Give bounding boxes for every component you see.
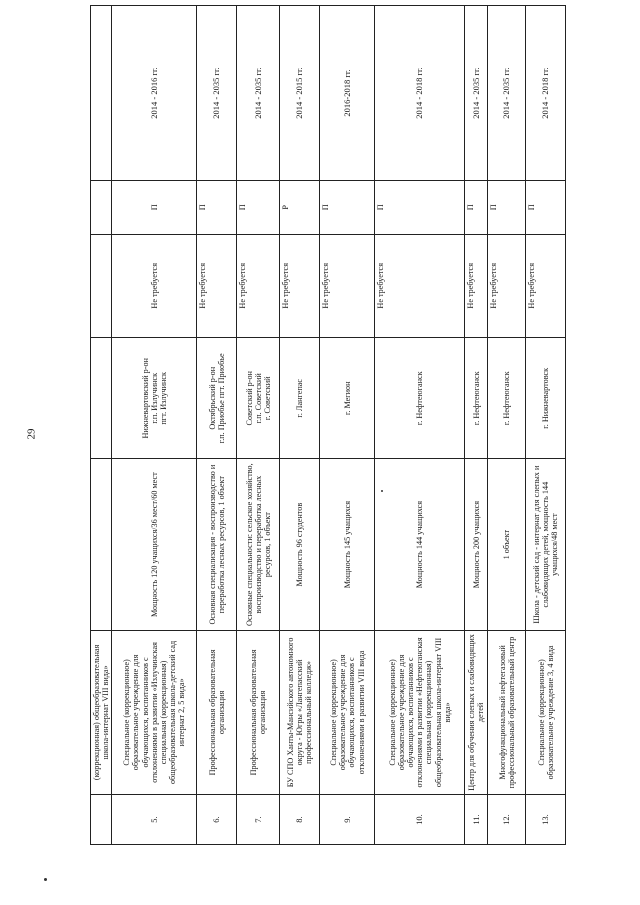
row-number-cell: 9. [320,795,375,845]
location-line: г.п. Приобье пгт. Приобье [216,353,226,444]
location-cell [375,338,465,459]
location-line: г. Нефтеюганск [471,371,481,426]
type-cell: П [197,181,237,235]
row-number-cell: 6. [197,795,237,845]
location-line: г. Лангепас [295,378,305,418]
object-name-cell: Профессиональная образовательная организация [197,630,237,794]
location-cell [526,338,566,459]
type-cell [91,181,112,235]
zones-cell: Не требуется [526,234,566,338]
location-line: г. Нижневартовск [541,367,551,429]
type-cell: П [488,181,526,235]
capacity-cell: 1 объект [488,459,526,630]
table-row [375,6,465,845]
capacity-cell: Мощность 96 студентов [280,459,320,630]
table-row [112,6,197,845]
period-cell: 2014 - 2035 гг. [237,6,280,181]
location-line: г.п. Излучинск [149,372,159,424]
table-row [280,6,320,845]
zones-cell: Не требуется [488,234,526,338]
type-cell: П [320,181,375,235]
type-cell: П [112,181,197,235]
capacity-cell [91,459,112,630]
object-name-cell: Специальное (коррекционное) образовательное учреждение 3, 4 вида [526,630,566,794]
row-number-cell: 5. [112,795,197,845]
period-cell: 2014 - 2015 гг. [280,6,320,181]
row-number-cell: 8. [280,795,320,845]
location-line: Советский р-он [244,371,254,426]
capacity-cell: Основные специальности: сельское хозяйство, воспроизводство и переработка лесных ресурсов, 1 объект [237,459,280,630]
location-line: г. Нефтеюганск [502,371,512,426]
object-name-cell: Специальное (коррекционное) образовательное учреждение для обучающихся, воспитанников с отклонениями в развитии VIII вида [320,630,375,794]
location-cell [488,338,526,459]
zones-cell: Не требуется [280,234,320,338]
capacity-cell: Мощность 200 учащихся [465,459,488,630]
type-cell: П [375,181,465,235]
zones-cell: Не требуется [320,234,375,338]
period-cell: 2014 - 2035 гг. [465,6,488,181]
row-number-cell [91,795,112,845]
period-cell: 2014 - 2035 гг. [488,6,526,181]
zones-cell: Не требуется [237,234,280,338]
table-row [488,6,526,845]
zones-cell [91,234,112,338]
location-line: г.п. Советский [253,373,263,424]
scan-speck [44,878,47,881]
location-cell [237,338,280,459]
location-cell [320,338,375,459]
location-cell [465,338,488,459]
period-cell: 2014 - 2018 гг. [375,6,465,181]
table-row [320,6,375,845]
capacity-cell: Основная специализация - воспроизводство и переработка лесных ресурсов, 1 объект [197,459,237,630]
object-name-cell: (коррекционная) общеобразовательная школа-интернат VIII вида» [91,630,112,794]
location-cell [91,338,112,459]
period-cell: 2014 - 2035 гг. [197,6,237,181]
location-cell [112,338,197,459]
table-row [526,6,566,845]
object-name-cell: Профессиональная образовательная организация [237,630,280,794]
object-name-cell: БУ СПО Ханты-Мансийского автономного округа - Югры «Лангепасский профессиональный колледж» [280,630,320,794]
row-number-cell: 12. [488,795,526,845]
object-name-cell: Центр для обучения слепых и слабовидящих детей [465,630,488,794]
location-line: г. Мегион [342,381,352,416]
table-row [197,6,237,845]
location-line: Октябрьский р-он [207,366,217,430]
capacity-cell: Мощность 145 учащихся [320,459,375,630]
row-number-cell: 11. [465,795,488,845]
table-row [237,6,280,845]
location-cell [197,338,237,459]
table-row [91,6,112,845]
table-row [465,6,488,845]
location-line: г. Советский [262,376,272,421]
row-number-cell: 13. [526,795,566,845]
location-cell [280,338,320,459]
capacity-cell: Школа - детский сад - интернат для слепых и слабовидящих детей, мощность 144 учащихся/48 мест [526,459,566,630]
location-line: Нижневартовский р-он [140,358,150,439]
zones-cell: Не требуется [375,234,465,338]
period-cell: 2014 - 2018 гг. [526,6,566,181]
object-name-cell: Многофункциональный нефтегазовый профессиональный образовательный центр [488,630,526,794]
zones-cell: Не требуется [465,234,488,338]
period-cell [91,6,112,181]
row-number-cell: 7. [237,795,280,845]
capacity-cell: Мощность 144 учащихся [375,459,465,630]
period-cell: 2016-2018 гг. [320,6,375,181]
type-cell: П [526,181,566,235]
period-cell: 2014 - 2016 гг. [112,6,197,181]
capacity-cell: Мощность 120 учащихся/36 мест/60 мест [112,459,197,630]
page-number: 29 [25,428,38,440]
object-name-cell: Специальное (коррекционное) образовательное учреждение для обучающихся, воспитанников с отклонениями в развитии «Нефтеюганская специальная (коррекционная) общеобразовательная школа-интернат VIII вида» [375,630,465,794]
row-number-cell: 10. [375,795,465,845]
zones-cell: Не требуется [197,234,237,338]
zones-cell: Не требуется [112,234,197,338]
type-cell: П [237,181,280,235]
object-name-cell: Специальное (коррекционное) образовательное учреждение для обучающихся, воспитанников с отклонениями в развитии «Излучинская специальная (коррекционная) общеобразовательная школа-детский сад интернат 2, 5 вида» [112,630,197,794]
document-table [90,5,560,845]
location-line: г. Нефтеюганск [415,371,425,426]
location-line: пгт. Излучинск [158,371,168,425]
type-cell: П [465,181,488,235]
type-cell: Р [280,181,320,235]
